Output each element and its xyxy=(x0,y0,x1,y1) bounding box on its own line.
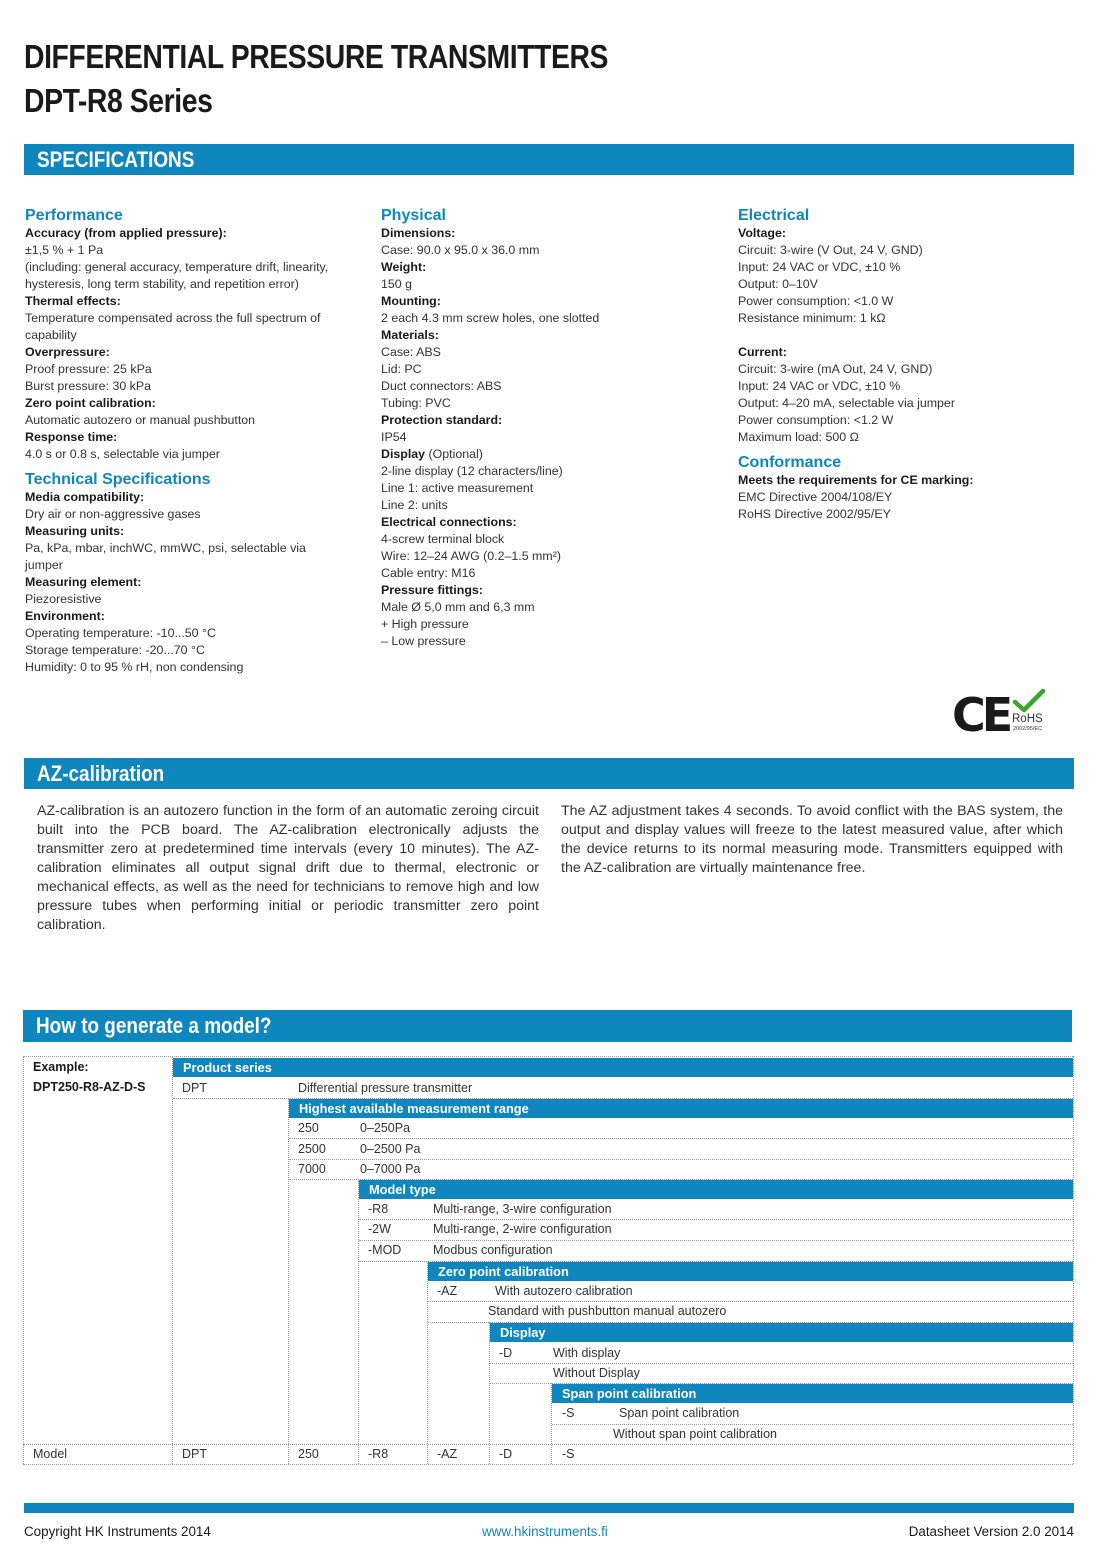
dimensions-label: Dimensions: xyxy=(381,226,456,240)
range-code: 250 xyxy=(298,1121,319,1135)
material-tubing: Tubing: PVC xyxy=(381,396,451,410)
current-label: Current: xyxy=(738,345,787,359)
pressure-fittings-label: Pressure fittings: xyxy=(381,583,483,597)
overpressure-label: Overpressure: xyxy=(25,345,110,359)
electrical-connections-label: Electrical connections: xyxy=(381,515,517,529)
range-code: 7000 xyxy=(298,1162,326,1176)
protection-label: Protection standard: xyxy=(381,413,503,427)
thermal-value-2: capability xyxy=(25,328,77,342)
page-subtitle: DPT-R8 Series xyxy=(24,82,213,119)
display-label: Display xyxy=(381,447,426,461)
range-header: Highest available measurement range xyxy=(289,1099,1073,1118)
electrical-connections-3: Cable entry: M16 xyxy=(381,566,476,580)
range-desc: 0–2500 Pa xyxy=(360,1142,421,1156)
footer-copyright: Copyright HK Instruments 2014 xyxy=(24,1524,211,1539)
zero-calibration-desc: With autozero calibration xyxy=(495,1284,633,1298)
pressure-fittings-1: Male Ø 5,0 mm and 6,3 mm xyxy=(381,600,535,614)
az-paragraph-2: The AZ adjustment takes 4 seconds. To avoid conflict with the BAS system, the output and display values will freeze to the latest measured value, after which the device returns to its normal measuring mode. Transmitters equipped with the AZ-calibration are virtually maintenance free. xyxy=(561,803,1063,876)
zero-calibration-code: -AZ xyxy=(437,1284,458,1298)
electrical-connections-1: 4-screw terminal block xyxy=(381,532,505,546)
burst-pressure: Burst pressure: 30 kPa xyxy=(25,379,152,393)
model-type-header: Model type xyxy=(359,1180,1073,1199)
page-title: DIFFERENTIAL PRESSURE TRANSMITTERS xyxy=(24,38,609,75)
display-value-3: Line 2: units xyxy=(381,498,448,512)
voltage-output: Output: 0–10V xyxy=(738,277,818,291)
element-label: Measuring element: xyxy=(25,575,142,589)
media-label: Media compatibility: xyxy=(25,490,145,504)
model-type-code: -R8 xyxy=(368,1202,389,1216)
display-value-1: 2-line display (12 characters/line) xyxy=(381,464,563,478)
display-value-2: Line 1: active measurement xyxy=(381,481,534,495)
ce-mark-icon: CE xyxy=(952,688,1010,742)
pressure-fittings-2: + High pressure xyxy=(381,617,469,631)
specifications-banner: SPECIFICATIONS xyxy=(24,144,1074,175)
display-optional: (Optional) xyxy=(425,447,483,461)
material-duct: Duct connectors: ABS xyxy=(381,379,502,393)
accuracy-note-2: hysteresis, long term stability, and repetition error) xyxy=(25,277,299,291)
voltage-power: Power consumption: <1.0 W xyxy=(738,294,894,308)
storage-temperature: Storage temperature: -20...70 °C xyxy=(25,643,205,657)
weight-label: Weight: xyxy=(381,260,427,274)
display-label-row xyxy=(381,446,721,463)
performance-heading: Performance xyxy=(25,207,123,224)
response-time-label: Response time: xyxy=(25,430,118,444)
footer-website-link[interactable]: www.hkinstruments.fi xyxy=(482,1524,608,1539)
voltage-circuit: Circuit: 3-wire (V Out, 24 V, GND) xyxy=(738,243,923,257)
model-type-desc: Multi-range, 3-wire configuration xyxy=(433,1202,612,1216)
response-time-value: 4.0 s or 0.8 s, selectable via jumper xyxy=(25,447,220,461)
span-desc: Span point calibration xyxy=(619,1406,740,1420)
dimensions-value: Case: 90.0 x 95.0 x 36.0 mm xyxy=(381,243,540,257)
mounting-label: Mounting: xyxy=(381,294,441,308)
product-series-desc: Differential pressure transmitter xyxy=(298,1081,473,1095)
accuracy-label: Accuracy (from applied pressure): xyxy=(25,226,227,240)
display-none: Without Display xyxy=(553,1366,640,1380)
model-type-desc: Multi-range, 2-wire configuration xyxy=(433,1222,612,1236)
current-input: Input: 24 VAC or VDC, ±10 % xyxy=(738,379,901,393)
units-label: Measuring units: xyxy=(25,524,125,538)
protection-value: IP54 xyxy=(381,430,407,444)
pressure-fittings-3: – Low pressure xyxy=(381,634,466,648)
electrical-connections-2: Wire: 12–24 AWG (0.2–1.5 mm²) xyxy=(381,549,561,563)
span-code: -S xyxy=(562,1406,575,1420)
accuracy-value: ±1,5 % + 1 Pa xyxy=(25,243,104,257)
summary-zero: -AZ xyxy=(437,1447,458,1461)
summary-model: Model xyxy=(33,1447,68,1461)
summary-series: DPT xyxy=(182,1447,207,1461)
range-desc: 0–250Pa xyxy=(360,1121,411,1135)
rohs-check-icon xyxy=(1012,688,1046,714)
zero-point-value: Automatic autozero or manual pushbutton xyxy=(25,413,256,427)
emc-directive: EMC Directive 2004/108/EY xyxy=(738,490,893,504)
summary-type: -R8 xyxy=(368,1447,389,1461)
thermal-label: Thermal effects: xyxy=(25,294,121,308)
summary-span: -S xyxy=(562,1447,575,1461)
material-case: Case: ABS xyxy=(381,345,441,359)
units-value-2: jumper xyxy=(25,558,63,572)
performance-column xyxy=(25,206,365,676)
physical-column xyxy=(381,206,721,650)
range-code: 2500 xyxy=(298,1142,326,1156)
physical-heading: Physical xyxy=(381,207,446,224)
accuracy-note-1: (including: general accuracy, temperature drift, linearity, xyxy=(25,260,329,274)
materials-label: Materials: xyxy=(381,328,439,342)
weight-value: 150 g xyxy=(381,277,413,291)
footer-version: Datasheet Version 2.0 2014 xyxy=(908,1524,1074,1539)
environment-label: Environment: xyxy=(25,609,105,623)
rohs-mark-sub: 2002/95/EC xyxy=(1013,726,1043,732)
product-series-code: DPT xyxy=(182,1081,207,1095)
footer-bar xyxy=(24,1503,1074,1513)
span-header: Span point calibration xyxy=(552,1384,1073,1403)
material-lid: Lid: PC xyxy=(381,362,422,376)
az-paragraph-1: AZ-calibration is an autozero function in the form of an automatic zeroing circuit built into the PCB board. The AZ-calibration electronically adjusts the transmitter zero at predetermined time intervals (every 10 minutes). The AZ-calibration eliminates all output signal drift due to thermal, electronic or mechanical effects, as well as the need for technicians to remove high and low pressure tubes when performing initial or periodic transmitter zero point calibration. xyxy=(37,803,539,933)
zero-point-label: Zero point calibration: xyxy=(25,396,156,410)
example-value: DPT250-R8-AZ-D-S xyxy=(33,1080,146,1094)
technical-heading: Technical Specifications xyxy=(25,471,211,488)
display-code: -D xyxy=(499,1346,513,1360)
model-type-code: -2W xyxy=(368,1222,391,1236)
model-generator-banner: How to generate a model? xyxy=(23,1010,1072,1042)
element-value: Piezoresistive xyxy=(25,592,102,606)
rohs-mark: RoHS xyxy=(1012,713,1043,725)
display-header: Display xyxy=(490,1323,1073,1342)
span-none: Without span point calibration xyxy=(613,1427,777,1441)
current-load: Maximum load: 500 Ω xyxy=(738,430,859,444)
model-type-desc: Modbus configuration xyxy=(433,1243,553,1257)
mounting-value: 2 each 4.3 mm screw holes, one slotted xyxy=(381,311,600,325)
summary-display: -D xyxy=(499,1447,513,1461)
rohs-directive: RoHS Directive 2002/95/EY xyxy=(738,507,891,521)
ce-requirements-label: Meets the requirements for CE marking: xyxy=(738,473,974,487)
operating-temperature: Operating temperature: -10...50 °C xyxy=(25,626,216,640)
proof-pressure: Proof pressure: 25 kPa xyxy=(25,362,152,376)
current-output: Output: 4–20 mA, selectable via jumper xyxy=(738,396,955,410)
electrical-heading: Electrical xyxy=(738,207,810,224)
media-value: Dry air or non-aggressive gases xyxy=(25,507,201,521)
example-label: Example: xyxy=(33,1060,89,1074)
zero-calibration-header: Zero point calibration xyxy=(428,1262,1073,1281)
conformance-heading: Conformance xyxy=(738,454,842,471)
az-calibration-banner: AZ-calibration xyxy=(24,758,1074,789)
units-value-1: Pa, kPa, mbar, inchWC, mmWC, psi, selectable via xyxy=(25,541,306,555)
zero-calibration-standard: Standard with pushbutton manual autozero xyxy=(488,1304,727,1318)
electrical-column xyxy=(738,206,1078,523)
current-circuit: Circuit: 3-wire (mA Out, 24 V, GND) xyxy=(738,362,933,376)
voltage-input: Input: 24 VAC or VDC, ±10 % xyxy=(738,260,901,274)
current-power: Power consumption: <1.2 W xyxy=(738,413,894,427)
display-desc: With display xyxy=(553,1346,621,1360)
voltage-label: Voltage: xyxy=(738,226,786,240)
voltage-resistance: Resistance minimum: 1 kΩ xyxy=(738,311,886,325)
humidity: Humidity: 0 to 95 % rH, non condensing xyxy=(25,660,244,674)
thermal-value-1: Temperature compensated across the full spectrum of xyxy=(25,311,321,325)
summary-range: 250 xyxy=(298,1447,319,1461)
model-type-code: -MOD xyxy=(368,1243,402,1257)
product-series-header: Product series xyxy=(173,1058,1073,1077)
range-desc: 0–7000 Pa xyxy=(360,1162,421,1176)
